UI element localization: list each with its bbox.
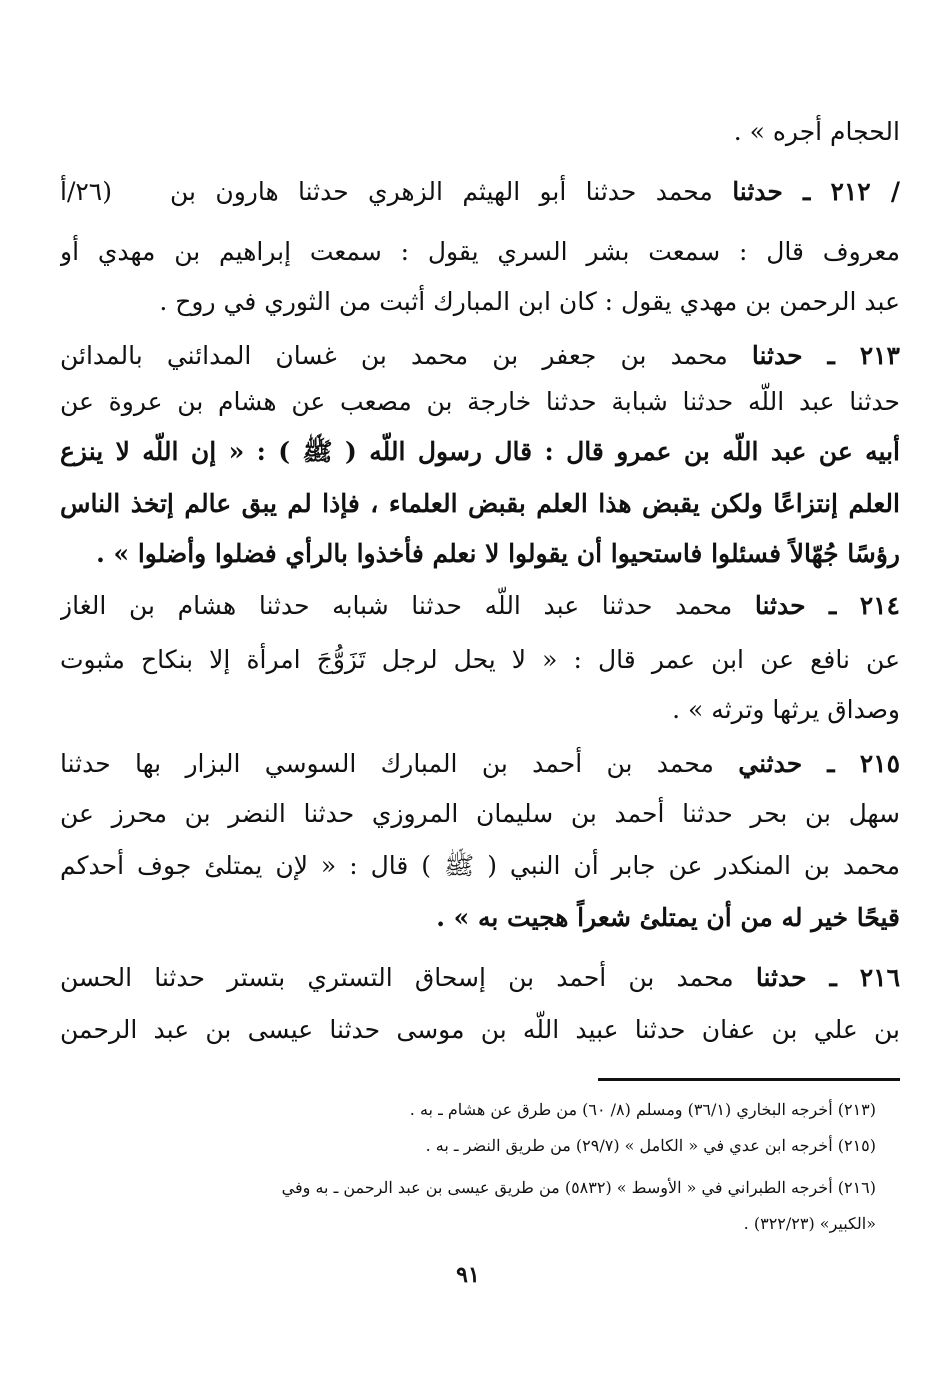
text-line [170,172,900,216]
footnote: (٢١٥) أخرجه ابن عدي في « الكامل » (٢٩/٧) من طريق النضر ـ به . [425,1136,876,1155]
footnote-separator [598,1078,900,1081]
margin-folio-marker: (٢٦/أ [60,177,112,206]
line-text: محمد بن المنكدر عن جابر أن النبي ( ﷺ ) قال : « لإن يمتلئ جوف أحدكم [60,851,900,880]
text-line [60,898,900,942]
line-text: أبيه عن عبد اللّه بن عمرو قال : قال رسول اللّه ( ﷺ ) : « إن اللّه لا ينزع [60,437,900,466]
text-line [60,336,900,380]
hadith-number: ٢١٥ ـ [802,749,900,778]
text-line [60,744,900,788]
narration-keyword: حدثنا [755,963,807,992]
footnote: «الكبير» (٣٢٢/٢٣) . [743,1214,876,1233]
text-line [60,112,900,156]
hadith-number: ٢١٤ ـ [805,591,900,620]
line-text: قيحًا خير له من أن يمتلئ شعراً هجيت به » . [436,903,900,932]
text-line [60,432,900,476]
line-text: بن علي بن عفان حدثنا عبيد اللّه بن موسى حدثنا عيسى بن عبد الرحمن [60,1015,900,1044]
line-text: معروف قال : سمعت بشر السري يقول : سمعت إبراهيم بن مهدي أو [60,237,900,266]
line-text: محمد حدثنا عبد اللّه حدثنا شبابه حدثنا هشام بن الغاز [60,591,755,620]
hadith-number: ٢١٣ ـ [802,341,900,370]
text-line [60,794,900,838]
text-line [60,232,900,276]
narration-keyword: حدثني [738,749,803,778]
hadith-number: ٢١٦ ـ [806,963,900,992]
line-text: الحجام أجره » . [733,117,900,146]
narration-keyword: حدثنا [754,591,806,620]
text-line [60,382,900,426]
line-text: العلم إنتزاعًا ولكن يقبض هذا العلم بقبض العلماء ، فإذا لم يبق عالم إتخذ الناس [60,489,900,518]
text-line [60,534,900,578]
line-text: رؤسًا جُهّالاً فسئلوا فاستحيوا أن يقولوا لا نعلم فأخذوا بالرأي فضلوا وأضلوا » . [96,539,900,568]
text-line [60,1010,900,1054]
text-line [60,484,900,528]
line-text: محمد حدثنا أبو الهيثم الزهري حدثنا هارون بن [170,177,733,206]
line-text: محمد بن أحمد بن المبارك السوسي البزار بها حدثنا [60,749,739,778]
hadith-number: / ٢١٢ ـ [782,177,900,206]
line-text: حدثنا عبد اللّه حدثنا شبابة حدثنا خارجة بن مصعب عن هشام بن عروة عن [60,387,900,416]
text-line [60,640,900,684]
footnote: (٢١٦) أخرجه الطبراني في « الأوسط » (٥٨٣٢) من طريق عيسى بن عبد الرحمن ـ به وفي [281,1178,876,1197]
line-text: محمد بن جعفر بن محمد بن غسان المدائني بالمدائن [60,341,752,370]
line-text: محمد بن أحمد بن إسحاق التستري بتستر حدثنا الحسن [60,963,756,992]
text-line [60,282,900,326]
page-number: ٩١ [456,1262,480,1288]
narration-keyword: حدثنا [751,341,803,370]
line-text: عبد الرحمن بن مهدي يقول : كان ابن المبارك أثبت من الثوري في روح . [159,287,900,316]
line-text: سهل بن بحر حدثنا أحمد بن سليمان المروزي حدثنا النضر بن محرز عن [60,799,900,828]
text-line [60,690,900,734]
line-text: وصداق يرثها وترثه » . [672,695,900,724]
text-line [60,958,900,1002]
narration-keyword: حدثنا [732,177,783,206]
text-line [60,586,900,630]
footnote: (٢١٣) أخرجه البخاري (٣٦/١) ومسلم (٨/ ٦٠) من طرق عن هشام ـ به . [409,1100,876,1119]
line-text: عن نافع عن ابن عمر قال : « لا يحل لرجل تَزَوُّجَ امرأة إلا بنكاح مثبوت [60,645,900,674]
text-line [60,846,900,890]
